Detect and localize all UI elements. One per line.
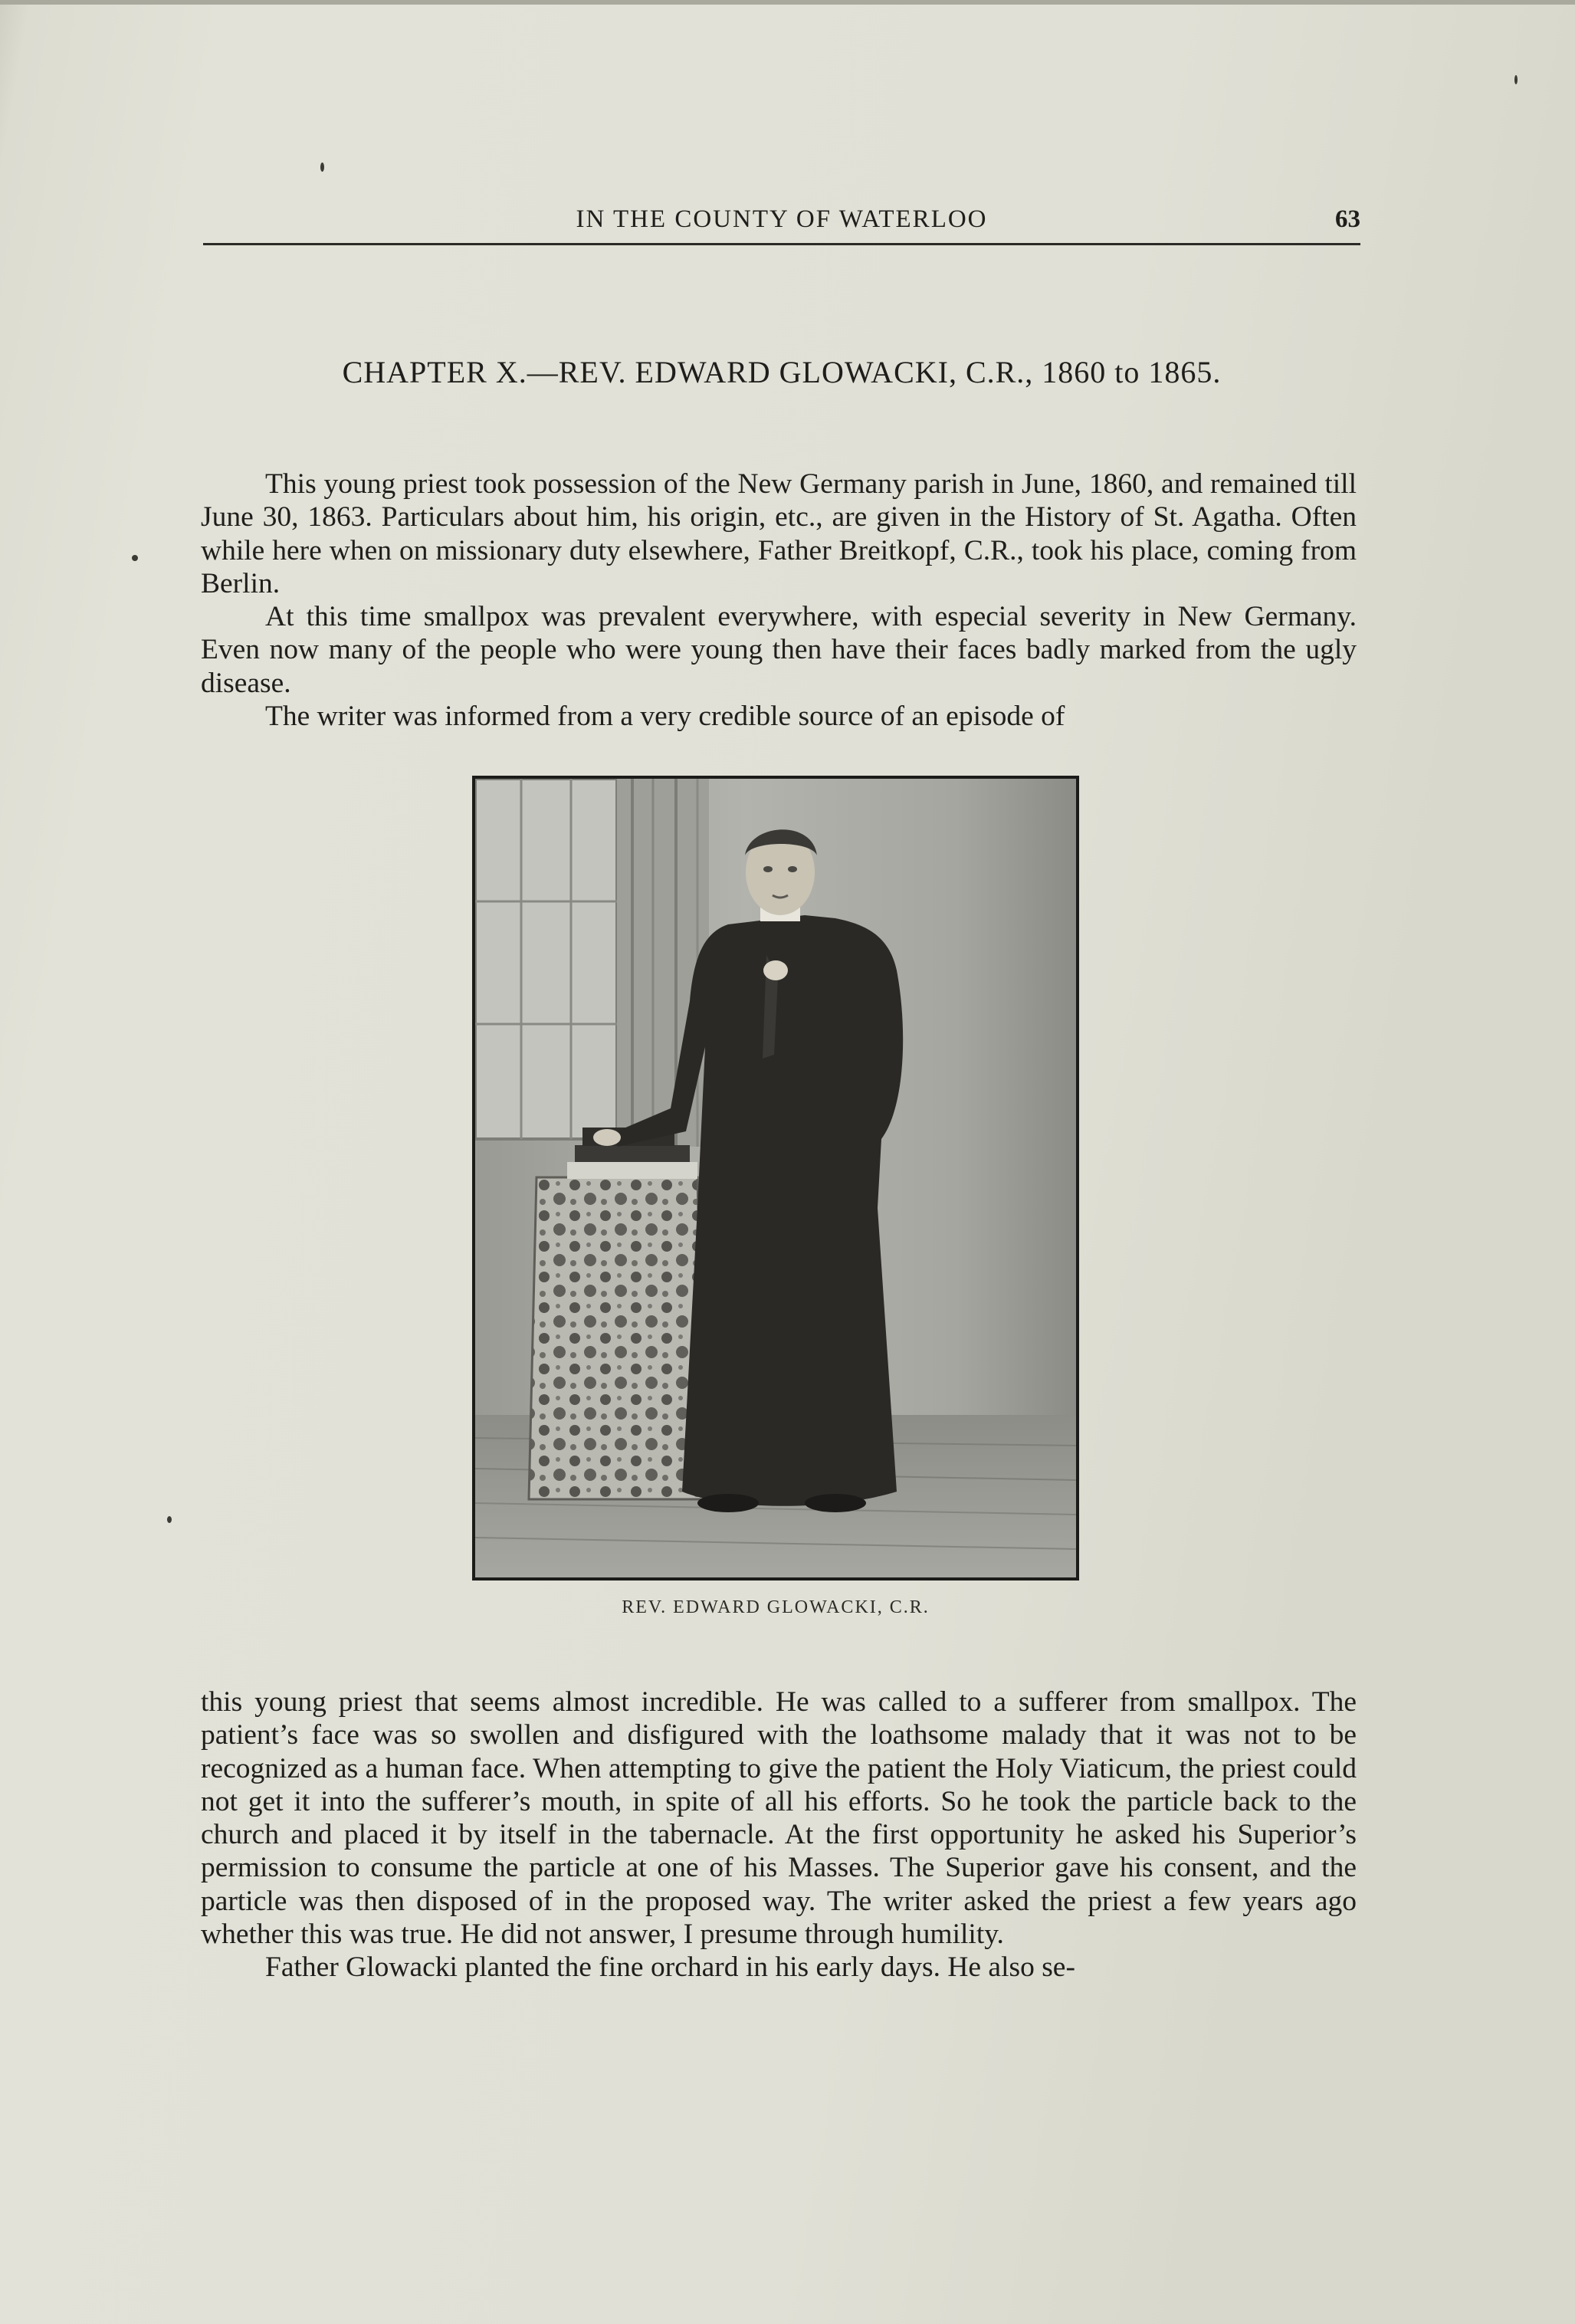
ink-speck [132, 555, 138, 561]
body-text-bottom [201, 1686, 1357, 1984]
page-number: 63 [1335, 205, 1360, 233]
paragraph: At this time smallpox was prevalent everywhere, with especial severity in New Germany. Even now many of the people who were young then have their faces badly marked from the ugly disease. [201, 601, 1357, 699]
ink-speck [320, 162, 324, 172]
paragraph: This young priest took possession of the New Germany parish in June, 1860, and remained till June 30, 1863. Particulars about him, his origin, etc., are given in the History of St. Agatha. Often while here when on missionary duty elsewhere, Father Breitkopf, C.R., took his place, coming from Berlin. [201, 468, 1357, 599]
chapter-title: CHAPTER X.—REV. EDWARD GLOWACKI, C.R., 1860 to 1865. [342, 355, 1222, 389]
paragraph: The writer was informed from a very credible source of an episode of [265, 701, 1065, 733]
portrait-photograph [472, 776, 1079, 1581]
ink-speck [167, 1516, 172, 1523]
running-head [203, 205, 1360, 239]
paragraph: this young priest that seems almost incredible. He was called to a sufferer from smallpox. The patient’s face was so swollen and disfigured with the loathsome malady that it was not to be recognized as a human face. When attempting to give the patient the Holy Viaticum, the priest could not get it into the sufferer’s mouth, in spite of all his efforts. So he took the particle back to the church and placed it by itself in the tabernacle. At the first opportunity he asked his Superior’s permission to consume the particle at one of his Masses. The Superior gave his consent, and the particle was then disposed of in the proposed way. The writer asked the priest a few years ago whether this was true. He did not answer, I presume through humility. [201, 1686, 1357, 1951]
header-rule [203, 243, 1360, 245]
body-text-top [201, 468, 1357, 733]
photo-caption: REV. EDWARD GLOWACKI, C.R. [622, 1597, 930, 1617]
running-title: IN THE COUNTY OF WATERLOO [576, 205, 988, 233]
portrait-illustration [475, 779, 1076, 1577]
paragraph: Father Glowacki planted the fine orchard in his early days. He also se- [265, 1951, 1075, 1984]
ink-speck [1514, 75, 1518, 84]
